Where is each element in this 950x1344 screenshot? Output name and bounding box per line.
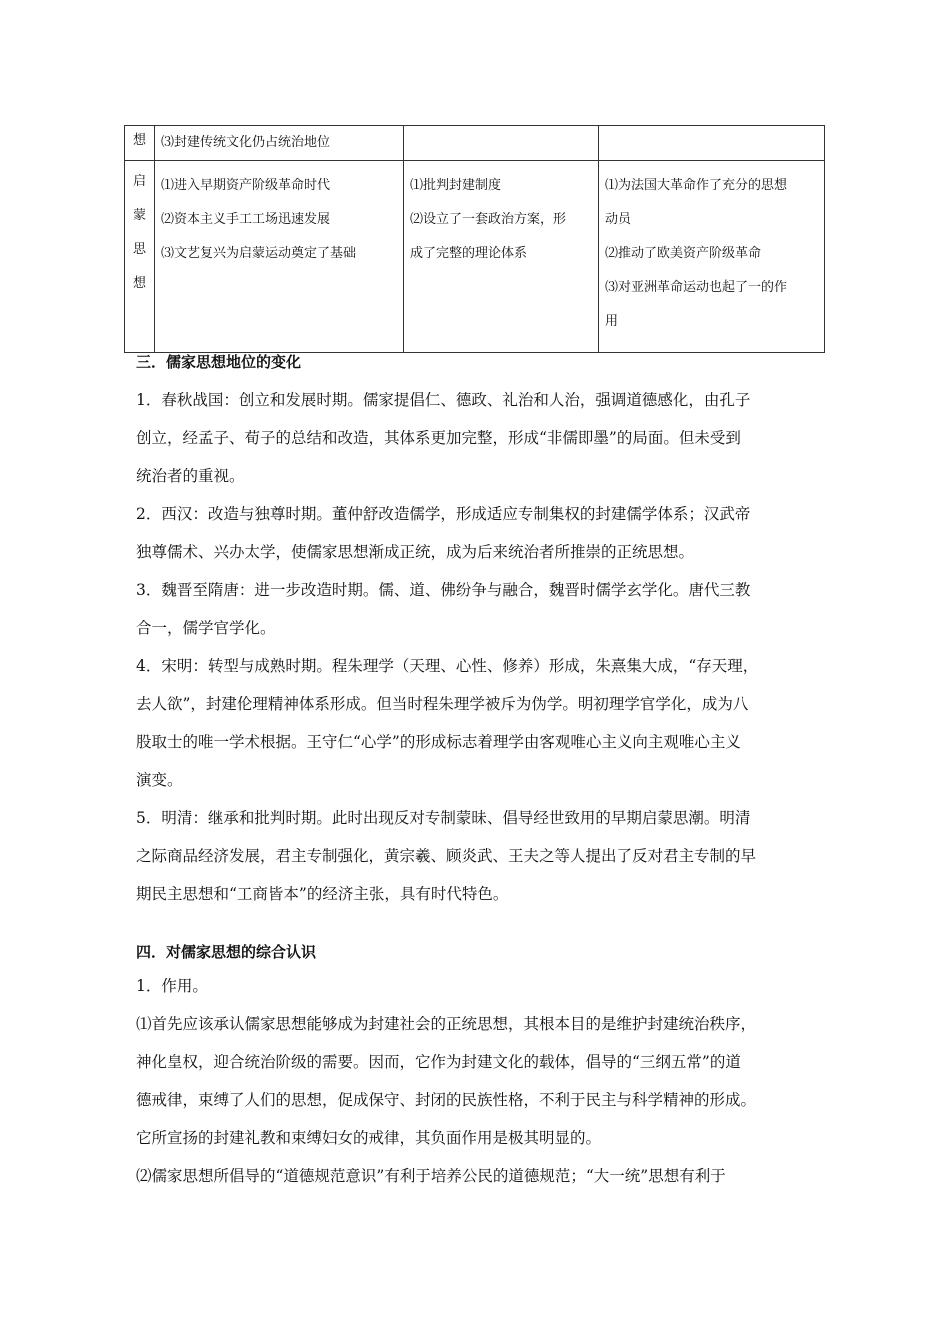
label-char: 蒙 <box>132 208 146 223</box>
text-line: 4．宋明：转型与成熟时期。程朱理学（天理、心性、修养）形成，朱熹集大成，“存天理， <box>136 657 759 675</box>
table-cell <box>404 126 599 161</box>
section3-body <box>136 381 826 913</box>
text-line: 独尊儒术、兴办太学，使儒家思想渐成正统，成为后来统治者所推崇的正统思想。 <box>136 543 695 561</box>
table-row <box>125 161 825 353</box>
cell-text: ⑶封建传统文化仍占统治地位 <box>161 135 331 150</box>
cell-text: ⑶对亚洲革命运动也起了一的作 <box>605 280 788 295</box>
label-char: 启 <box>132 174 146 189</box>
text-line: 德戒律，束缚了人们的思想，促成保守、封闭的民族性格，不利于民主与科学精神的形成。 <box>136 1091 757 1109</box>
text-line: 3．魏晋至隋唐：进一步改造时期。儒、道、佛纷争与融合，魏晋时儒学玄学化。唐代三教 <box>136 581 751 599</box>
cell-text: ⑵设立了一套政治方案，形 <box>410 212 567 227</box>
row-label-cell <box>125 161 155 353</box>
section4-body <box>136 967 826 1195</box>
cell-text: ⑴为法国大革命作了充分的思想 <box>605 178 788 193</box>
row-label-cell <box>125 126 155 161</box>
table-cell <box>599 161 825 353</box>
text-line: 5．明清：继承和批判时期。此时出现反对专制蒙昧、倡导经世致用的早期启蒙思潮。明清 <box>136 809 751 827</box>
text-line: 股取士的唯一学术根据。王守仁“心学”的形成标志着理学由客观唯心主义向主观唯心主义 <box>136 733 741 751</box>
label-char: 想 <box>132 276 146 291</box>
text-line: 它所宣扬的封建礼教和束缚妇女的戒律，其负面作用是极其明显的。 <box>136 1129 602 1147</box>
text-line: ⑵儒家思想所倡导的“道德规范意识”有利于培养公民的道德规范；“大一统”思想有利于 <box>136 1167 726 1185</box>
text-line: 创立，经孟子、荀子的总结和改造，其体系更加完整，形成“非儒即墨”的局面。但未受到 <box>136 429 741 447</box>
text-line: ⑴首先应该承认儒家思想能够成为封建社会的正统思想，其根本目的是维护封建统治秩序， <box>136 1015 757 1033</box>
label-char: 思 <box>132 242 146 257</box>
text-line: 统治者的重视。 <box>136 467 245 485</box>
text-line: 之际商品经济发展，君主专制强化，黄宗羲、顾炎武、王夫之等人提出了反对君主专制的早 <box>136 847 757 865</box>
text-line: 合一，儒学官学化。 <box>136 619 276 637</box>
section-heading: 四．对儒家思想的综合认识 <box>136 943 317 961</box>
text-line: 期民主思想和“工商皆本”的经济主张，具有时代特色。 <box>136 885 509 903</box>
section-heading: 三．儒家思想地位的变化 <box>136 353 302 371</box>
table-cell <box>599 126 825 161</box>
cell-text: 成了完整的理论体系 <box>410 246 528 261</box>
text-line: 1．作用。 <box>136 977 208 995</box>
comparison-table <box>124 125 825 353</box>
cell-text: ⑴批判封建制度 <box>410 178 502 193</box>
table-cell <box>155 126 404 161</box>
cell-text: 动员 <box>605 212 632 227</box>
table-cell <box>155 161 404 353</box>
text-line: 去人欲”，封建伦理精神体系形成。但当时程朱理学被斥为伪学。明初理学官学化，成为八 <box>136 695 749 713</box>
cell-text: 用 <box>605 314 619 329</box>
cell-text: ⑴进入早期资产阶级革命时代 <box>161 178 331 193</box>
cell-text: ⑵推动了欧美资产阶级革命 <box>605 246 762 261</box>
text-line: 2．西汉：改造与独尊时期。董仲舒改造儒学，形成适应专制集权的封建儒学体系；汉武帝 <box>136 505 751 523</box>
row-label: 想 <box>132 133 146 148</box>
row-label <box>125 161 154 301</box>
table-cell <box>404 161 599 353</box>
text-line: 演变。 <box>136 771 183 789</box>
table-row <box>125 126 825 161</box>
text-line: 神化皇权，迎合统治阶级的需要。因而，它作为封建文化的载体，倡导的“三纲五常”的道 <box>136 1053 741 1071</box>
cell-text: ⑵资本主义手工工场迅速发展 <box>161 212 331 227</box>
cell-text: ⑶文艺复兴为启蒙运动奠定了基础 <box>161 246 357 261</box>
text-line: 1．春秋战国：创立和发展时期。儒家提倡仁、德政、礼治和人治，强调道德感化，由孔子 <box>136 391 751 409</box>
